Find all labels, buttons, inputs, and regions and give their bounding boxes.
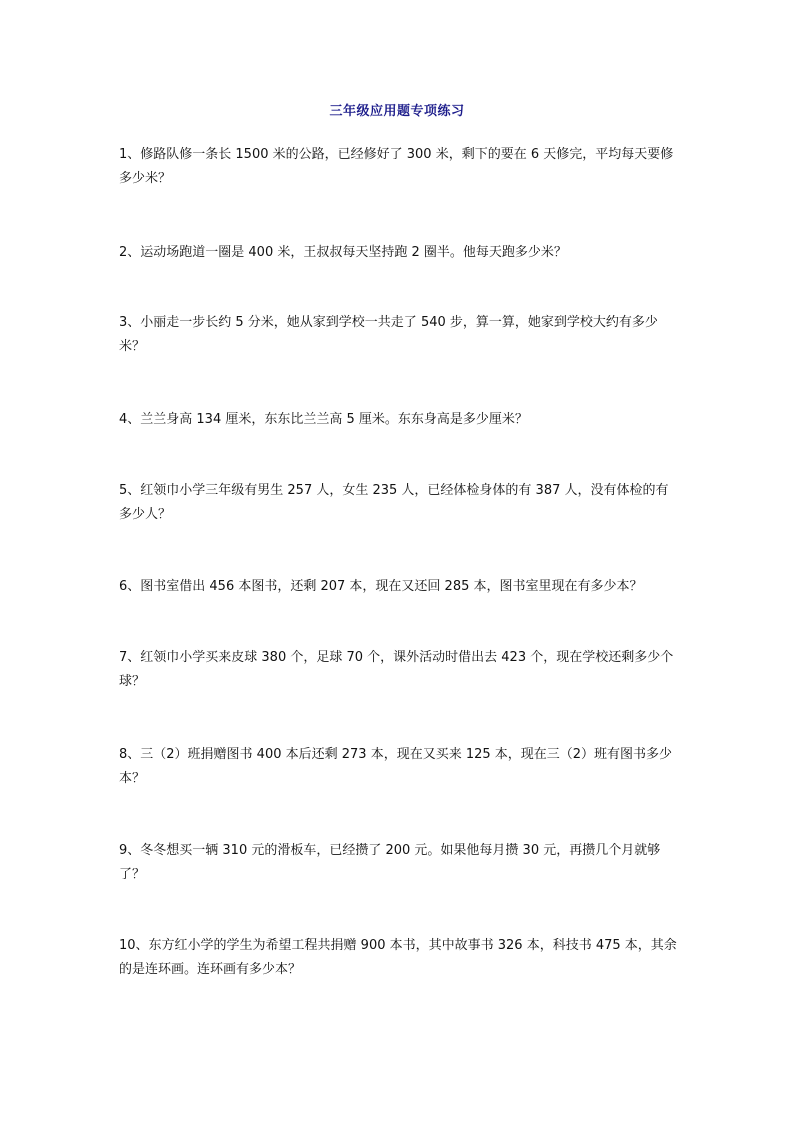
document-title: 三年级应用题专项练习 xyxy=(329,104,465,119)
question-8: 8、三（2）班捐赠图书 400 本后还剩 273 本，现在又买来 125 本，现在三（2）班有图书多少本？ xyxy=(119,747,673,786)
question-4: 4、兰兰身高 134 厘米，东东比兰兰高 5 厘米。东东身高是多少厘米？ xyxy=(119,412,528,427)
question-9: 9、冬冬想买一辆 310 元的滑板车，已经攒了 200 元。如果他每月攒 30 元，再攒几个月就够了？ xyxy=(119,843,661,882)
question-7: 7、红领巾小学买来皮球 380 个，足球 70 个，课外活动时借出去 423 个，现在学校还剩多少个球？ xyxy=(119,650,674,689)
question-1: 1、修路队修一条长 1500 米的公路，已经修好了 300 米，剩下的要在 6 天修完，平均每天要修多少米？ xyxy=(119,147,674,186)
question-6: 6、图书室借出 456 本图书，还剩 207 本，现在又还回 285 本，图书室里现在有多少本？ xyxy=(119,579,643,594)
question-5: 5、红领巾小学三年级有男生 257 人，女生 235 人，已经体检身体的有 387 人，没有体检的有多少人？ xyxy=(119,483,669,522)
question-10: 10、东方红小学的学生为希望工程共捐赠 900 本书，其中故事书 326 本，科技书 475 本，其余的是连环画。连环画有多少本？ xyxy=(119,938,677,977)
question-2: 2、运动场跑道一圈是 400 米，王叔叔每天坚持跑 2 圈半。他每天跑多少米？ xyxy=(119,245,567,260)
question-3: 3、小丽走一步长约 5 分米，她从家到学校一共走了 540 步，算一算，她家到学校大约有多少米？ xyxy=(119,315,658,354)
